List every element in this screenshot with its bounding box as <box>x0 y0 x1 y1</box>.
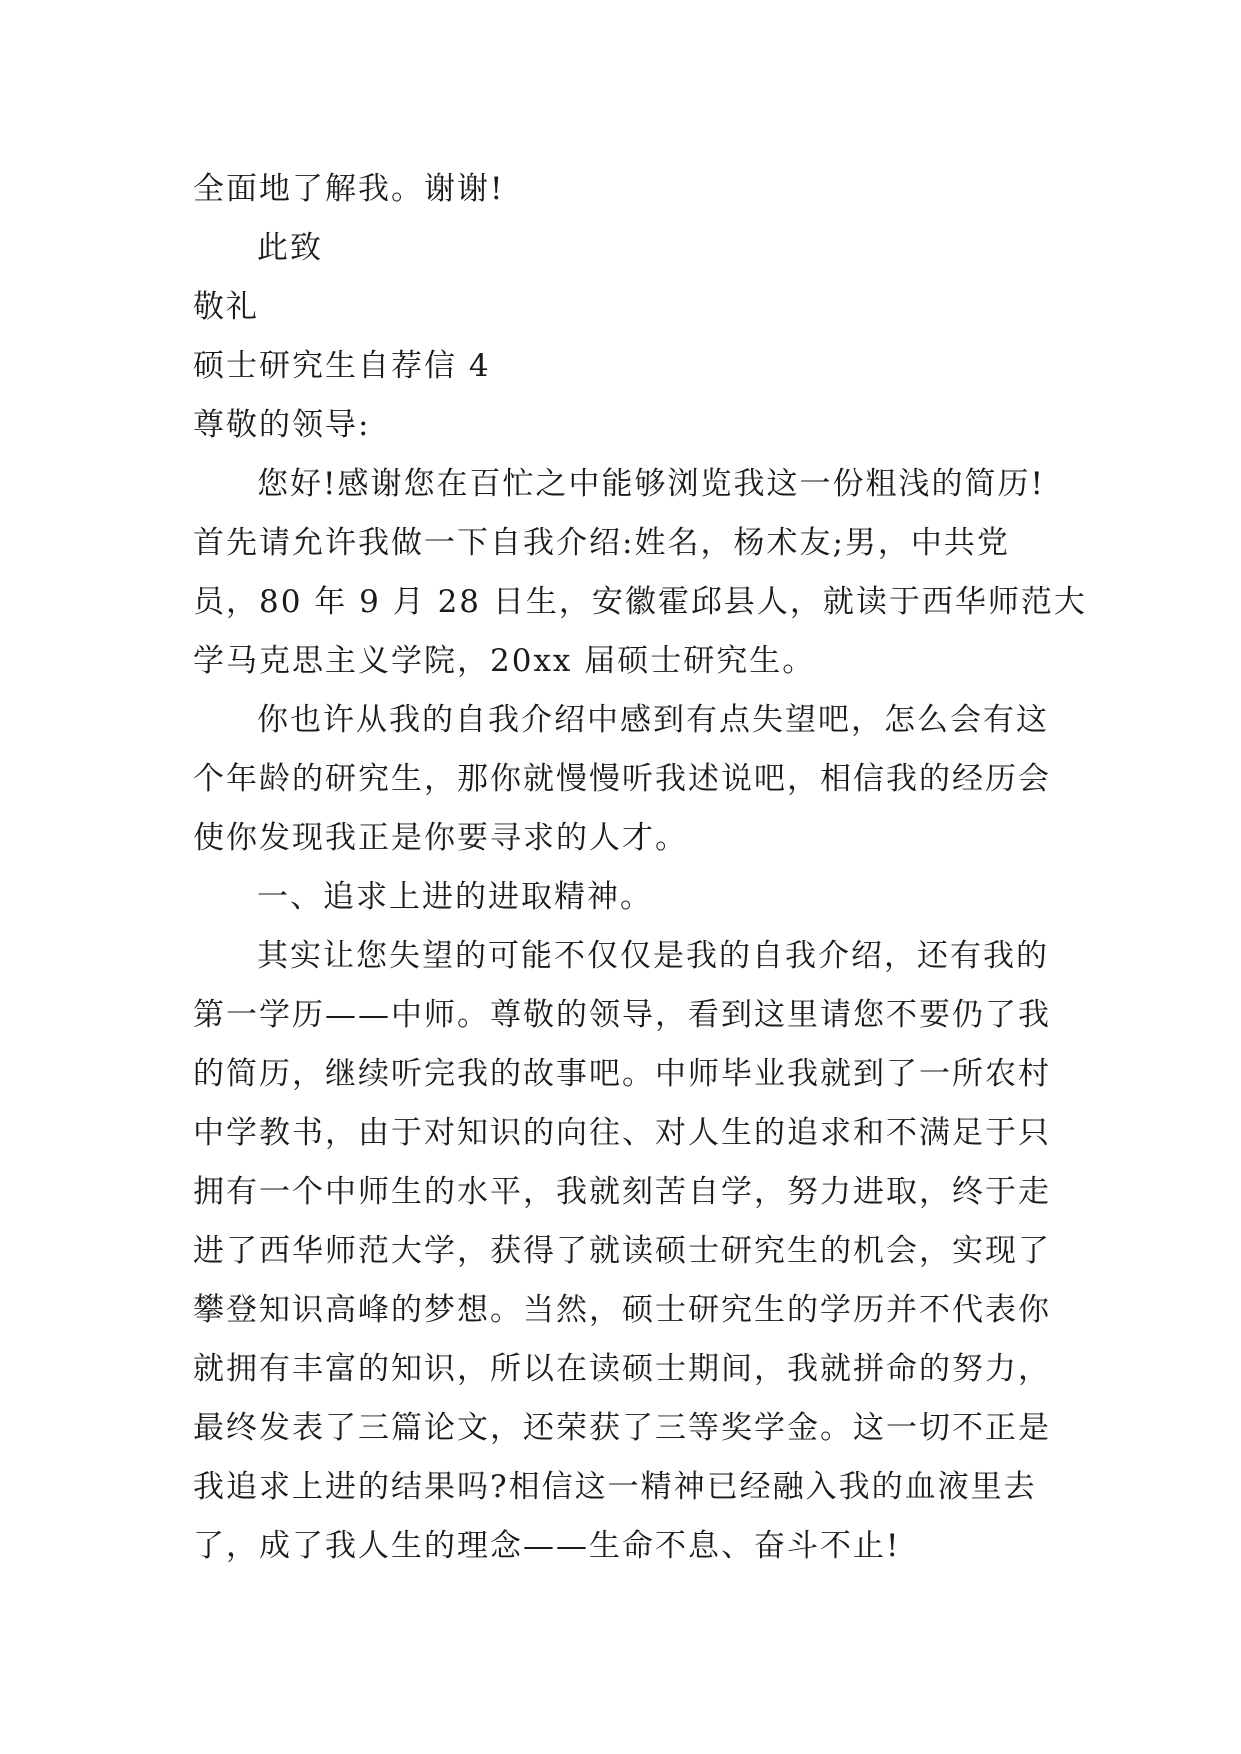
closing-regards: 敬礼 <box>193 289 259 325</box>
paragraph-line: 使你发现我正是你要寻求的人才。 <box>193 820 688 856</box>
letter-greeting: 尊敬的领导: <box>193 407 371 443</box>
paragraph-line: 我追求上进的结果吗?相信这一精神已经融入我的血液里去 <box>193 1469 1037 1505</box>
closing-salutation: 此致 <box>257 230 323 266</box>
text-line: 全面地了解我。谢谢! <box>193 171 505 207</box>
section-heading: 一、追求上进的进取精神。 <box>257 879 653 915</box>
paragraph-line: 中学教书，由于对知识的向往、对人生的追求和不满足于只 <box>193 1115 1051 1151</box>
paragraph-line: 了，成了我人生的理念——生命不息、奋斗不止! <box>193 1528 901 1564</box>
paragraph-line: 个年龄的研究生，那你就慢慢听我述说吧，相信我的经历会 <box>193 761 1051 797</box>
paragraph-line: 你也许从我的自我介绍中感到有点失望吧，怎么会有这 <box>257 702 1049 738</box>
paragraph-line: 您好!感谢您在百忙之中能够浏览我这一份粗浅的简历! <box>257 466 1045 502</box>
paragraph-line: 首先请允许我做一下自我介绍:姓名，杨术友;男，中共党 <box>193 525 1010 561</box>
paragraph-line: 进了西华师范大学，获得了就读硕士研究生的机会，实现了 <box>193 1233 1051 1269</box>
paragraph-line: 最终发表了三篇论文，还荣获了三等奖学金。这一切不正是 <box>193 1410 1051 1446</box>
paragraph-line: 拥有一个中师生的水平，我就刻苦自学，努力进取，终于走 <box>193 1174 1051 1210</box>
paragraph-line: 攀登知识高峰的梦想。当然，硕士研究生的学历并不代表你 <box>193 1292 1051 1328</box>
paragraph-line: 学马克思主义学院，20xx 届硕士研究生。 <box>193 643 816 679</box>
paragraph-line: 就拥有丰富的知识，所以在读硕士期间，我就拼命的努力， <box>193 1351 1051 1387</box>
paragraph-line: 第一学历——中师。尊敬的领导，看到这里请您不要仍了我 <box>193 997 1051 1033</box>
paragraph-line: 的简历，继续听完我的故事吧。中师毕业我就到了一所农村 <box>193 1056 1051 1092</box>
paragraph-line: 员，80 年 9 月 28 日生，安徽霍邱县人，就读于西华师范大 <box>193 584 1087 620</box>
document-page <box>193 160 1087 1576</box>
letter-title: 硕士研究生自荐信 4 <box>193 348 491 384</box>
paragraph-line: 其实让您失望的可能不仅仅是我的自我介绍，还有我的 <box>257 938 1049 974</box>
